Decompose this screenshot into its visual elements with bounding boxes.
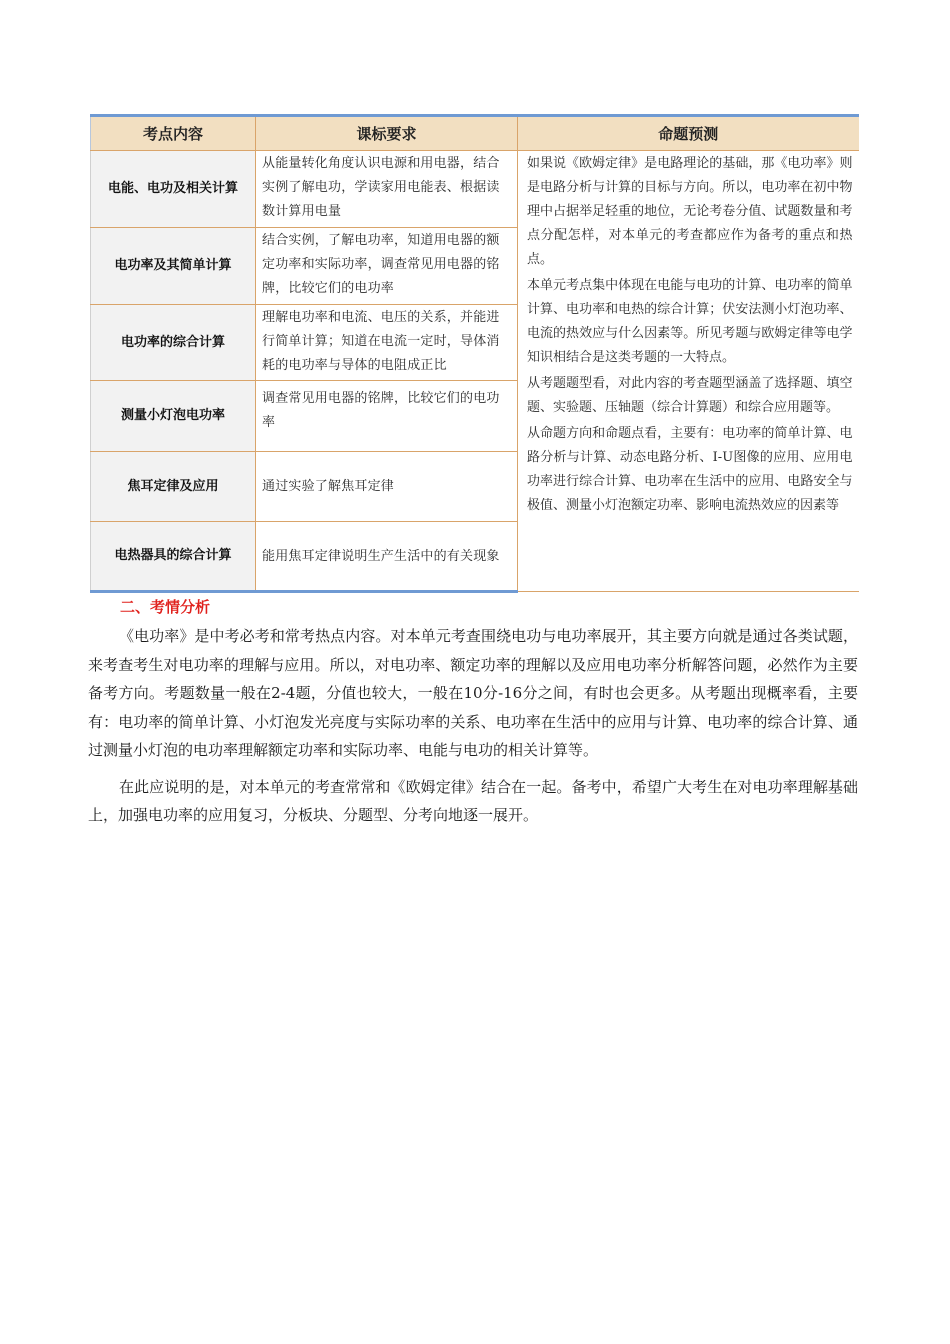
prediction-paragraph: 如果说《欧姆定律》是电路理论的基础，那《电功率》则是电路分析与计算的目标与方向。所以，电功率在初中物理中占据举足轻重的地位，无论考卷分值、试题数量和考点分配怎样，对本单元的考查都应作为备考的重点和热点。: [527, 156, 853, 267]
analysis-paragraph: 在此应说明的是，对本单元的考查常常和《欧姆定律》结合在一起。备考中，希望广大考生在对电功率理解基础上，加强电功率的应用复习，分板块、分题型、分考向地逐一展开。: [88, 777, 858, 824]
topic-cell: 电热器具的综合计算: [91, 522, 256, 592]
requirement-cell: 通过实验了解焦耳定律: [256, 452, 518, 522]
header-topic: 考点内容: [91, 116, 256, 151]
topic-cell: 测量小灯泡电功率: [91, 381, 256, 452]
topic-cell: 电功率的综合计算: [91, 305, 256, 381]
topic-cell: 焦耳定律及应用: [91, 452, 256, 522]
topic-cell: 电能、电功及相关计算: [91, 151, 256, 228]
requirement-cell: 结合实例，了解电功率，知道用电器的额定功率和实际功率，调查常见用电器的铭牌，比较它们的电功率: [256, 228, 518, 305]
exam-points-table: [90, 114, 859, 593]
prediction-cell: [518, 151, 859, 592]
requirement-cell: 能用焦耳定律说明生产生活中的有关现象: [256, 522, 518, 592]
analysis-body: [88, 622, 858, 838]
prediction-paragraph: 本单元考点集中体现在电能与电功的计算、电功率的简单计算、电功率和电热的综合计算；伏安法测小灯泡功率、电流的热效应与什么因素等。所见考题与欧姆定律等电学知识相结合是这类考题的一大特点。: [527, 278, 853, 365]
topic-cell: 电功率及其简单计算: [91, 228, 256, 305]
header-prediction: 命题预测: [518, 116, 859, 151]
table-row: [91, 151, 859, 228]
prediction-paragraph: 从命题方向和命题点看，主要有：电功率的简单计算、电路分析与计算、动态电路分析、I-U图像的应用、应用电功率进行综合计算、电功率在生活中的应用、电路安全与极值、测量小灯泡额定功率、影响电流热效应的因素等: [527, 426, 853, 513]
prediction-paragraph: 从考题题型看，对此内容的考查题型涵盖了选择题、填空题、实验题、压轴题（综合计算题）和综合应用题等。: [527, 376, 853, 415]
requirement-cell: 从能量转化角度认识电源和用电器，结合实例了解电功，学读家用电能表、根据读数计算用电量: [256, 151, 518, 228]
section-title: 二、考情分析: [120, 598, 211, 616]
header-requirement: 课标要求: [256, 116, 518, 151]
requirement-cell: 调查常见用电器的铭牌，比较它们的电功率: [256, 381, 518, 452]
table-header-row: [91, 116, 859, 151]
requirement-cell: 理解电功率和电流、电压的关系，并能进行简单计算；知道在电流一定时，导体消耗的电功率与导体的电阻成正比: [256, 305, 518, 381]
analysis-paragraph: 《电功率》是中考必考和常考热点内容。对本单元考查围绕电功与电功率展开，其主要方向就是通过各类试题，来考查考生对电功率的理解与应用。所以，对电功率、额定功率的理解以及应用电功率分析解答问题，必然作为主要备考方向。考题数量一般在2-4题，分值也较大，一般在10分-16分之间，有时也会更多。从考题出现概率看，主要有：电功率的简单计算、小灯泡发光亮度与实际功率的关系、电功率在生活中的应用与计算、电功率的综合计算、通过测量小灯泡的电功率理解额定功率和实际功率、电能与电功的相关计算等。: [88, 627, 858, 759]
